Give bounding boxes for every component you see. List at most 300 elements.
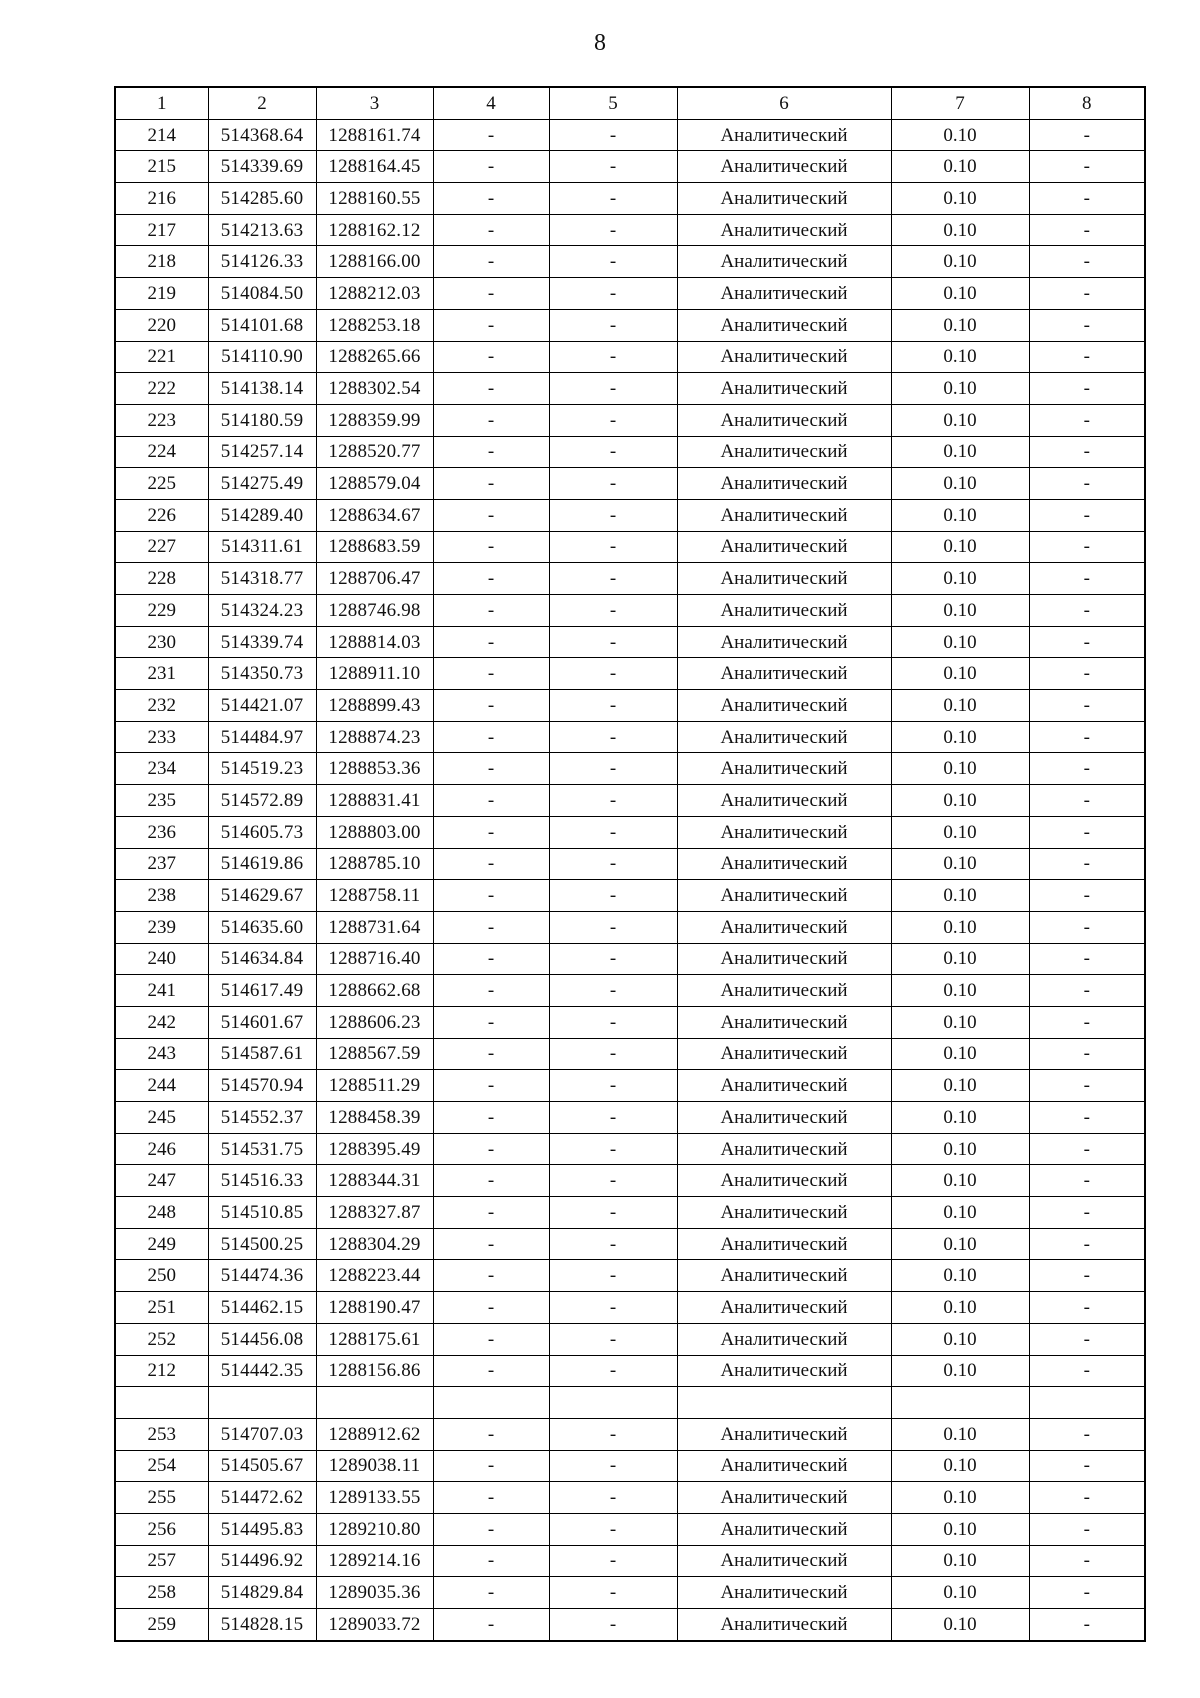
- table-cell-col-5: -: [549, 595, 677, 627]
- table-cell-col-7: 0.10: [891, 1418, 1029, 1450]
- table-cell-col-5: -: [549, 721, 677, 753]
- table-cell-col-5: -: [549, 373, 677, 405]
- table-cell-col-3: 1288302.54: [316, 373, 433, 405]
- table-row: [115, 1197, 1145, 1229]
- table-cell-col-2: 514472.62: [208, 1482, 316, 1514]
- table-cell-col-4: -: [433, 626, 549, 658]
- table-cell-col-4: -: [433, 1165, 549, 1197]
- table-row: [115, 1323, 1145, 1355]
- table-cell-col-4: -: [433, 1133, 549, 1165]
- table-cell-col-3: 1288634.67: [316, 499, 433, 531]
- table-row: [115, 975, 1145, 1007]
- table-cell-col-2: 514495.83: [208, 1513, 316, 1545]
- table-cell-col-5: -: [549, 626, 677, 658]
- table-cell-col-6: Аналитический: [677, 1577, 891, 1609]
- table-cell-col-6: Аналитический: [677, 151, 891, 183]
- table-cell-col-3: 1288758.11: [316, 880, 433, 912]
- table-cell-col-7: 0.10: [891, 1609, 1029, 1641]
- table-row: [115, 911, 1145, 943]
- table-cell-col-6: Аналитический: [677, 309, 891, 341]
- table-cell-col-4: -: [433, 183, 549, 215]
- table-cell-col-2: 514707.03: [208, 1418, 316, 1450]
- table-cell-col-5: -: [549, 1070, 677, 1102]
- table-cell-col-5: -: [549, 880, 677, 912]
- table-cell-col-4: -: [433, 1513, 549, 1545]
- table-cell-col-4: -: [433, 214, 549, 246]
- table-cell-col-8: -: [1029, 1323, 1145, 1355]
- table-cell-col-1: 230: [115, 626, 208, 658]
- table-cell-col-2: 514110.90: [208, 341, 316, 373]
- table-row: [115, 183, 1145, 215]
- table-cell-col-7: 0.10: [891, 531, 1029, 563]
- table-cell-col-1: 222: [115, 373, 208, 405]
- table-cell-col-7: 0.10: [891, 183, 1029, 215]
- table-cell-col-2: 514519.23: [208, 753, 316, 785]
- table-cell-col-1: 244: [115, 1070, 208, 1102]
- table-cell-col-6: Аналитический: [677, 1165, 891, 1197]
- table-cell-col-1: 249: [115, 1228, 208, 1260]
- table-cell-col-3: 1288265.66: [316, 341, 433, 373]
- table-cell-col-6: Аналитический: [677, 848, 891, 880]
- table-cell-col-1: 218: [115, 246, 208, 278]
- page-number: 8: [594, 30, 606, 56]
- table-cell-col-7: 0.10: [891, 404, 1029, 436]
- table-cell-col-7: 0.10: [891, 119, 1029, 151]
- table-cell-col-1: 243: [115, 1038, 208, 1070]
- table-cell-col-5: -: [549, 278, 677, 310]
- table-cell-col-5: -: [549, 1323, 677, 1355]
- table-cell-col-3: 1288520.77: [316, 436, 433, 468]
- table-cell-col-4: -: [433, 309, 549, 341]
- table-cell-col-4: -: [433, 1609, 549, 1641]
- table-cell-col-8: -: [1029, 1102, 1145, 1134]
- table-cell-col-8: -: [1029, 753, 1145, 785]
- table-cell-col-7: 0.10: [891, 1228, 1029, 1260]
- table-row: [115, 1006, 1145, 1038]
- table-cell-col-8: -: [1029, 911, 1145, 943]
- table-cell-col-3: 1288304.29: [316, 1228, 433, 1260]
- table-cell-col-4: -: [433, 1102, 549, 1134]
- table-cell-col-8: -: [1029, 690, 1145, 722]
- table-row: [115, 943, 1145, 975]
- table-cell-col-4: -: [433, 468, 549, 500]
- table-cell-col-1: 245: [115, 1102, 208, 1134]
- table-cell-col-8: -: [1029, 119, 1145, 151]
- table-cell-col-1: 220: [115, 309, 208, 341]
- table-cell-col-4: -: [433, 1006, 549, 1038]
- table-cell-col-2: 514619.86: [208, 848, 316, 880]
- table-row: [115, 1482, 1145, 1514]
- table-cell-col-6: Аналитический: [677, 436, 891, 468]
- table-cell-col-1: 219: [115, 278, 208, 310]
- table-cell-col-6: [677, 1387, 891, 1419]
- table-cell-col-8: -: [1029, 373, 1145, 405]
- table-cell-col-1: 247: [115, 1165, 208, 1197]
- table-cell-col-5: -: [549, 816, 677, 848]
- table-cell-col-3: 1289214.16: [316, 1545, 433, 1577]
- table-cell-col-5: -: [549, 436, 677, 468]
- table-cell-col-2: 514289.40: [208, 499, 316, 531]
- table-row: [115, 1450, 1145, 1482]
- table-cell-col-5: -: [549, 911, 677, 943]
- table-row: [115, 690, 1145, 722]
- table-cell-col-1: 238: [115, 880, 208, 912]
- table-cell-col-2: 514505.67: [208, 1450, 316, 1482]
- table-cell-col-4: -: [433, 404, 549, 436]
- table-cell-col-4: -: [433, 246, 549, 278]
- table-cell-col-8: -: [1029, 1197, 1145, 1229]
- table-cell-col-6: Аналитический: [677, 1418, 891, 1450]
- table-cell-col-7: 0.10: [891, 721, 1029, 753]
- table-cell-col-5: -: [549, 309, 677, 341]
- table-cell-col-6: Аналитический: [677, 246, 891, 278]
- table-cell-col-1: 253: [115, 1418, 208, 1450]
- table-cell-col-6: Аналитический: [677, 499, 891, 531]
- table-cell-col-6: Аналитический: [677, 1482, 891, 1514]
- table-cell-col-4: -: [433, 531, 549, 563]
- table-cell-col-3: 1288831.41: [316, 785, 433, 817]
- table-cell-col-5: -: [549, 1418, 677, 1450]
- table-cell-col-3: 1289033.72: [316, 1609, 433, 1641]
- table-cell-col-3: 1288874.23: [316, 721, 433, 753]
- table-cell-col-7: 0.10: [891, 214, 1029, 246]
- table-row: [115, 1102, 1145, 1134]
- table-cell-col-2: 514496.92: [208, 1545, 316, 1577]
- table-cell-col-8: -: [1029, 309, 1145, 341]
- table-cell-col-6: Аналитический: [677, 468, 891, 500]
- table-cell-col-7: 0.10: [891, 626, 1029, 658]
- table-cell-col-8: -: [1029, 246, 1145, 278]
- table-cell-col-4: -: [433, 119, 549, 151]
- table-cell-col-1: 258: [115, 1577, 208, 1609]
- table-cell-col-2: 514474.36: [208, 1260, 316, 1292]
- table-row: [115, 436, 1145, 468]
- table-cell-col-2: 514318.77: [208, 563, 316, 595]
- table-cell-col-7: 0.10: [891, 911, 1029, 943]
- table-cell-col-2: 514462.15: [208, 1292, 316, 1324]
- table-cell-col-1: 248: [115, 1197, 208, 1229]
- table-row: [115, 373, 1145, 405]
- table-cell-col-6: Аналитический: [677, 1006, 891, 1038]
- table-cell-col-5: -: [549, 1482, 677, 1514]
- table-cell-col-5: -: [549, 183, 677, 215]
- table-cell-col-8: -: [1029, 1513, 1145, 1545]
- table-cell-col-7: 0.10: [891, 1355, 1029, 1387]
- table-row: [115, 1165, 1145, 1197]
- table-row: [115, 1577, 1145, 1609]
- table-cell-col-3: 1289133.55: [316, 1482, 433, 1514]
- table-cell-col-8: -: [1029, 848, 1145, 880]
- table-cell-col-8: -: [1029, 1609, 1145, 1641]
- table-cell-col-8: -: [1029, 1070, 1145, 1102]
- table-cell-col-6: Аналитический: [677, 341, 891, 373]
- table-cell-col-2: 514635.60: [208, 911, 316, 943]
- table-cell-col-4: -: [433, 341, 549, 373]
- table-cell-col-6: Аналитический: [677, 1609, 891, 1641]
- table-cell-col-2: 514275.49: [208, 468, 316, 500]
- table-cell-col-1: 229: [115, 595, 208, 627]
- table-cell-col-4: -: [433, 1355, 549, 1387]
- coordinates-table: [114, 86, 1146, 1642]
- table-cell-col-2: 514324.23: [208, 595, 316, 627]
- table-cell-col-2: 514138.14: [208, 373, 316, 405]
- table-cell-col-1: 256: [115, 1513, 208, 1545]
- table-cell-col-6: Аналитический: [677, 404, 891, 436]
- table-row-separator: [115, 1387, 1145, 1419]
- table-cell-col-4: -: [433, 1323, 549, 1355]
- table-cell-col-5: -: [549, 214, 677, 246]
- table-cell-col-6: Аналитический: [677, 1355, 891, 1387]
- table-cell-col-6: Аналитический: [677, 595, 891, 627]
- table-cell-col-4: -: [433, 499, 549, 531]
- table-cell-col-6: Аналитический: [677, 690, 891, 722]
- table-row: [115, 848, 1145, 880]
- table-cell-col-8: -: [1029, 1450, 1145, 1482]
- table-cell-col-3: 1288606.23: [316, 1006, 433, 1038]
- table-cell-col-1: 239: [115, 911, 208, 943]
- table-cell-col-2: 514629.67: [208, 880, 316, 912]
- table-cell-col-4: -: [433, 278, 549, 310]
- table-cell-col-8: -: [1029, 1228, 1145, 1260]
- table-cell-col-3: 1288716.40: [316, 943, 433, 975]
- table-cell-col-1: 255: [115, 1482, 208, 1514]
- table-cell-col-1: 224: [115, 436, 208, 468]
- table-cell-col-5: -: [549, 975, 677, 1007]
- table-cell-col-7: 0.10: [891, 436, 1029, 468]
- table-cell-col-1: 246: [115, 1133, 208, 1165]
- table-cell-col-8: -: [1029, 816, 1145, 848]
- table-cell-col-7: 0.10: [891, 1292, 1029, 1324]
- table-cell-col-6: Аналитический: [677, 1228, 891, 1260]
- table-cell-col-6: Аналитический: [677, 911, 891, 943]
- table-cell-col-5: -: [549, 848, 677, 880]
- table-cell-col-8: -: [1029, 785, 1145, 817]
- table-cell-col-3: 1288662.68: [316, 975, 433, 1007]
- table-cell-col-6: Аналитический: [677, 880, 891, 912]
- table-cell-col-3: 1288579.04: [316, 468, 433, 500]
- table-cell-col-8: -: [1029, 1545, 1145, 1577]
- table-row: [115, 595, 1145, 627]
- table-cell-col-3: 1289210.80: [316, 1513, 433, 1545]
- table-cell-col-7: 0.10: [891, 658, 1029, 690]
- table-cell-col-8: -: [1029, 499, 1145, 531]
- table-cell-col-4: -: [433, 721, 549, 753]
- table-cell-col-6: Аналитический: [677, 373, 891, 405]
- table-cell-col-4: -: [433, 1038, 549, 1070]
- table-cell-col-1: 214: [115, 119, 208, 151]
- table-cell-col-3: 1288164.45: [316, 151, 433, 183]
- table-cell-col-3: 1288803.00: [316, 816, 433, 848]
- table-cell-col-1: 257: [115, 1545, 208, 1577]
- table-cell-col-7: 0.10: [891, 309, 1029, 341]
- table-cell-col-8: -: [1029, 404, 1145, 436]
- table-cell-col-5: -: [549, 531, 677, 563]
- table-cell-col-3: 1288344.31: [316, 1165, 433, 1197]
- table-cell-col-1: 212: [115, 1355, 208, 1387]
- table-cell-col-6: Аналитический: [677, 1038, 891, 1070]
- table-cell-col-5: -: [549, 151, 677, 183]
- table-cell-col-2: 514311.61: [208, 531, 316, 563]
- table-cell-col-2: 514634.84: [208, 943, 316, 975]
- table-cell-col-1: 259: [115, 1609, 208, 1641]
- table-cell-col-3: 1288706.47: [316, 563, 433, 595]
- table-cell-col-5: -: [549, 1355, 677, 1387]
- table-cell-col-7: 0.10: [891, 1577, 1029, 1609]
- table-cell-col-7: 0.10: [891, 690, 1029, 722]
- table-cell-col-8: -: [1029, 658, 1145, 690]
- table-row: [115, 1609, 1145, 1641]
- table-cell-col-7: 0.10: [891, 373, 1029, 405]
- table-row: [115, 816, 1145, 848]
- table-cell-col-1: 242: [115, 1006, 208, 1038]
- table-cell-col-3: 1288395.49: [316, 1133, 433, 1165]
- table-cell-col-4: -: [433, 1482, 549, 1514]
- table-row: [115, 753, 1145, 785]
- table-cell-col-3: 1288853.36: [316, 753, 433, 785]
- table-cell-col-4: -: [433, 595, 549, 627]
- table-cell-col-6: Аналитический: [677, 658, 891, 690]
- table-cell-col-7: 0.10: [891, 1102, 1029, 1134]
- table-cell-col-4: -: [433, 658, 549, 690]
- table-cell-col-5: -: [549, 943, 677, 975]
- table-cell-col-2: 514350.73: [208, 658, 316, 690]
- table-cell-col-7: 0.10: [891, 1323, 1029, 1355]
- table-cell-col-1: [115, 1387, 208, 1419]
- table-cell-col-6: Аналитический: [677, 563, 891, 595]
- table-cell-col-4: [433, 1387, 549, 1419]
- table-cell-col-6: Аналитический: [677, 1513, 891, 1545]
- table-cell-col-5: -: [549, 1038, 677, 1070]
- table-cell-col-8: -: [1029, 183, 1145, 215]
- table-row: [115, 531, 1145, 563]
- table-cell-col-3: 1288166.00: [316, 246, 433, 278]
- table-cell-col-8: -: [1029, 214, 1145, 246]
- table-row: [115, 1260, 1145, 1292]
- table-cell-col-7: 0.10: [891, 975, 1029, 1007]
- table-cell-col-2: 514617.49: [208, 975, 316, 1007]
- table-cell-col-6: Аналитический: [677, 183, 891, 215]
- table-cell-col-5: -: [549, 1450, 677, 1482]
- column-header-3: 3: [316, 87, 433, 119]
- table-cell-col-4: -: [433, 1450, 549, 1482]
- table-row: [115, 151, 1145, 183]
- table-cell-col-4: -: [433, 563, 549, 595]
- table-cell-col-5: [549, 1387, 677, 1419]
- table-cell-col-1: 236: [115, 816, 208, 848]
- table-cell-col-7: 0.10: [891, 753, 1029, 785]
- table-cell-col-2: 514829.84: [208, 1577, 316, 1609]
- table-row: [115, 880, 1145, 912]
- table-cell-col-5: -: [549, 246, 677, 278]
- table-cell-col-3: 1288683.59: [316, 531, 433, 563]
- column-header-1: 1: [115, 87, 208, 119]
- table-cell-col-3: 1288814.03: [316, 626, 433, 658]
- table-cell-col-4: -: [433, 785, 549, 817]
- table-cell-col-4: -: [433, 1228, 549, 1260]
- table-cell-col-6: Аналитический: [677, 278, 891, 310]
- table-row: [115, 1133, 1145, 1165]
- table-cell-col-3: 1288911.10: [316, 658, 433, 690]
- table-cell-col-4: -: [433, 1292, 549, 1324]
- table-cell-col-3: 1288212.03: [316, 278, 433, 310]
- table-cell-col-1: 227: [115, 531, 208, 563]
- table-cell-col-6: Аналитический: [677, 721, 891, 753]
- table-cell-col-1: 235: [115, 785, 208, 817]
- table-cell-col-1: 240: [115, 943, 208, 975]
- table-cell-col-4: -: [433, 436, 549, 468]
- table-cell-col-6: Аналитический: [677, 1450, 891, 1482]
- table-cell-col-7: 0.10: [891, 1545, 1029, 1577]
- table-cell-col-3: 1288458.39: [316, 1102, 433, 1134]
- table-cell-col-4: -: [433, 151, 549, 183]
- table-row: [115, 1070, 1145, 1102]
- table-cell-col-1: 241: [115, 975, 208, 1007]
- table-cell-col-1: 215: [115, 151, 208, 183]
- table-cell-col-3: 1288175.61: [316, 1323, 433, 1355]
- table-cell-col-8: -: [1029, 531, 1145, 563]
- table-cell-col-8: -: [1029, 880, 1145, 912]
- table-cell-col-5: -: [549, 563, 677, 595]
- table-row: [115, 1228, 1145, 1260]
- table-cell-col-5: -: [549, 341, 677, 373]
- column-header-7: 7: [891, 87, 1029, 119]
- table-cell-col-4: -: [433, 911, 549, 943]
- table-cell-col-7: 0.10: [891, 1133, 1029, 1165]
- table-cell-col-5: -: [549, 1513, 677, 1545]
- table-cell-col-3: 1288567.59: [316, 1038, 433, 1070]
- table-cell-col-8: -: [1029, 563, 1145, 595]
- table-cell-col-7: 0.10: [891, 595, 1029, 627]
- table-cell-col-7: 0.10: [891, 1513, 1029, 1545]
- table-cell-col-4: -: [433, 373, 549, 405]
- table-cell-col-2: 514368.64: [208, 119, 316, 151]
- table-cell-col-8: -: [1029, 1355, 1145, 1387]
- table-cell-col-1: 216: [115, 183, 208, 215]
- table-cell-col-2: 514531.75: [208, 1133, 316, 1165]
- table-cell-col-3: 1289035.36: [316, 1577, 433, 1609]
- table-cell-col-2: 514516.33: [208, 1165, 316, 1197]
- table-row: [115, 1355, 1145, 1387]
- table-row: [115, 404, 1145, 436]
- table-cell-col-6: Аналитический: [677, 1102, 891, 1134]
- table-cell-col-3: 1288785.10: [316, 848, 433, 880]
- table-cell-col-3: 1288223.44: [316, 1260, 433, 1292]
- table-cell-col-7: [891, 1387, 1029, 1419]
- table-row: [115, 626, 1145, 658]
- table-cell-col-2: 514084.50: [208, 278, 316, 310]
- table-cell-col-7: 0.10: [891, 816, 1029, 848]
- table-cell-col-1: 226: [115, 499, 208, 531]
- table-row: [115, 341, 1145, 373]
- table-cell-col-6: Аналитический: [677, 753, 891, 785]
- table-cell-col-7: 0.10: [891, 1006, 1029, 1038]
- table-row: [115, 499, 1145, 531]
- table-cell-col-6: Аналитический: [677, 816, 891, 848]
- table-cell-col-8: -: [1029, 1418, 1145, 1450]
- table-cell-col-2: 514570.94: [208, 1070, 316, 1102]
- table-row: [115, 563, 1145, 595]
- table-cell-col-2: 514442.35: [208, 1355, 316, 1387]
- table-row: [115, 1038, 1145, 1070]
- table-cell-col-3: 1288511.29: [316, 1070, 433, 1102]
- table-cell-col-1: 254: [115, 1450, 208, 1482]
- table-cell-col-6: Аналитический: [677, 626, 891, 658]
- table-cell-col-7: 0.10: [891, 278, 1029, 310]
- table-cell-col-8: -: [1029, 278, 1145, 310]
- table-cell-col-8: -: [1029, 1038, 1145, 1070]
- table-cell-col-6: Аналитический: [677, 1197, 891, 1229]
- table-cell-col-8: -: [1029, 595, 1145, 627]
